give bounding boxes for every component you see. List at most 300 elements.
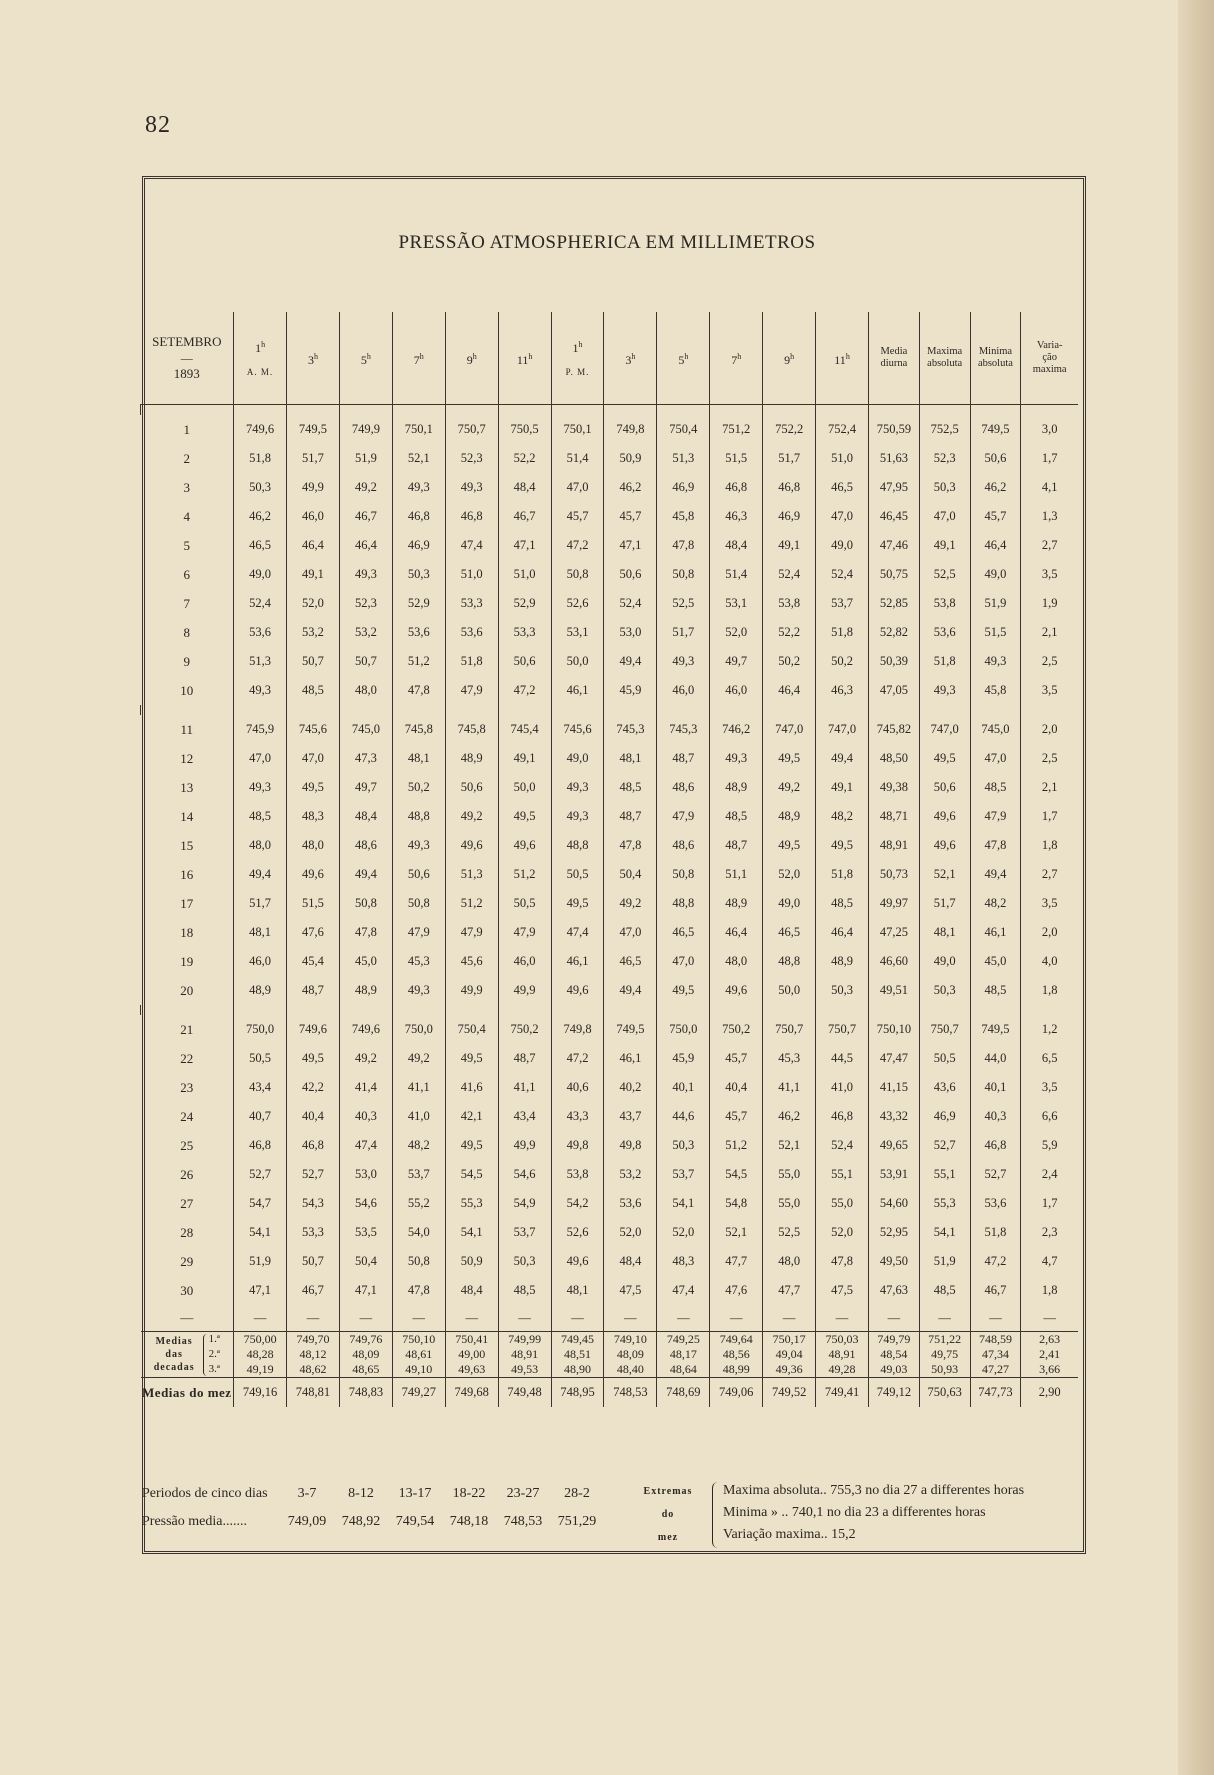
month-mean-cell: 750,63 [919,1378,970,1408]
decade-value: 48,09 [616,1347,644,1361]
value-cell: 53,7 [816,589,869,618]
value-cell: 752,4 [816,415,869,444]
decade-numbers [209,1332,220,1377]
value-cell: 49,0 [919,947,970,976]
value-cell: 48,9 [710,889,763,918]
day-cell: 1 [183,421,191,437]
day-cell: 17 [180,895,194,911]
value-cell: 48,9 [445,744,498,773]
value-cell: 47,8 [604,831,657,860]
value-cell: 47,0 [816,502,869,531]
value-cell: 46,4 [763,676,816,705]
value-cell: 48,50 [868,744,919,773]
month-mean-cell: 749,27 [392,1378,445,1408]
value-cell: 750,59 [868,415,919,444]
value-cell: 47,4 [339,1131,392,1160]
value-cell: 40,3 [339,1102,392,1131]
value-cell: 749,9 [339,415,392,444]
dash-cell: — [287,1305,340,1332]
value-cell: 48,5 [498,1276,551,1305]
spacer-cell [970,705,1021,715]
value-cell: 1,7 [1021,1189,1078,1218]
value-cell: 49,1 [816,773,869,802]
value-cell: 49,3 [234,773,287,802]
pressure-value: 748,53 [503,1514,543,1529]
value-cell: 745,3 [604,715,657,744]
value-cell: 747,0 [816,715,869,744]
value-cell: 46,4 [710,918,763,947]
hour-label [234,338,286,355]
hour-suffix: h [631,351,636,361]
spacer-cell [445,405,498,416]
month-mean-cell: 749,41 [816,1378,869,1408]
value-cell: 749,6 [234,415,287,444]
value-cell: 54,6 [339,1189,392,1218]
decade-value: 2,41 [1039,1347,1061,1361]
decade-value: 49,53 [511,1362,539,1376]
value-cell: 51,3 [445,860,498,889]
day-cell: 26 [180,1166,194,1182]
value-cell: 52,4 [604,589,657,618]
value-cell: 49,0 [551,744,604,773]
variacao-header-line: ção [1042,352,1057,363]
maxima-header-line: Maxima [927,346,963,357]
value-cell: 47,2 [551,531,604,560]
value-cell: 49,0 [763,889,816,918]
dash-cell: — [970,1305,1021,1332]
decade-value: 48,99 [722,1362,750,1376]
value-cell: 48,9 [710,773,763,802]
spacer-cell [1021,405,1078,416]
value-cell: 52,5 [657,589,710,618]
table-row [141,918,1079,947]
value-cell: 47,1 [234,1276,287,1305]
value-cell: 749,5 [287,415,340,444]
spacer-cell [919,705,970,715]
hour-header [234,312,287,405]
value-cell: 53,2 [287,618,340,647]
spacer-cell [970,1005,1021,1015]
value-cell: 49,5 [445,1044,498,1073]
value-cell: 46,1 [551,947,604,976]
day-cell: 3 [183,479,191,495]
value-cell: 47,9 [445,918,498,947]
value-cell: 49,2 [604,889,657,918]
value-cell: 49,0 [816,531,869,560]
day-cell: 21 [180,1021,194,1037]
month-means-label: Medias do mez [141,1378,234,1408]
hour-suffix: h [790,351,795,361]
value-cell: 51,7 [763,444,816,473]
value-cell: 40,7 [234,1102,287,1131]
value-cell: 48,1 [604,744,657,773]
day-cell: 4 [183,508,191,524]
value-cell: 48,0 [287,831,340,860]
value-cell: 53,1 [551,618,604,647]
spacer-row [141,405,1079,416]
spacer-cell [392,705,445,715]
value-cell: 52,0 [604,1218,657,1247]
value-cell: 52,7 [970,1160,1021,1189]
value-cell: 46,8 [287,1131,340,1160]
hour-suffix: h [313,351,318,361]
value-cell: 53,6 [919,618,970,647]
value-cell: 48,3 [657,1247,710,1276]
hour-number: 9 [466,352,473,367]
spacer-row [141,1005,1079,1015]
minima-header [970,312,1021,405]
spacer-cell [710,405,763,416]
value-cell: 53,7 [392,1160,445,1189]
value-cell: 54,0 [392,1218,445,1247]
table-row [141,773,1079,802]
value-cell: 53,91 [868,1160,919,1189]
value-cell: 46,7 [498,502,551,531]
value-cell: 745,6 [287,715,340,744]
value-cell: 50,6 [604,560,657,589]
value-cell: 46,60 [868,947,919,976]
decade-value: 48,54 [880,1347,908,1361]
value-cell: 47,2 [498,676,551,705]
value-cell: 49,4 [816,744,869,773]
value-cell: 50,4 [339,1247,392,1276]
value-cell: 746,2 [710,715,763,744]
value-cell: 49,5 [763,744,816,773]
value-cell: 55,1 [919,1160,970,1189]
decade-value: 48,28 [246,1347,274,1361]
value-cell: 2,5 [1021,647,1078,676]
decade-value: 749,99 [508,1332,542,1346]
value-cell: 52,4 [816,560,869,589]
minima-header-line: absoluta [977,358,1013,369]
spacer-cell [392,1005,445,1015]
value-cell: 45,4 [287,947,340,976]
value-cell: 750,7 [445,415,498,444]
decade-label-cell [141,1332,234,1378]
spacer-cell [604,705,657,715]
value-cell: 47,7 [710,1247,763,1276]
value-cell: 49,8 [604,1131,657,1160]
decade-number: 3.ª [208,1363,220,1375]
table-header [141,312,1079,405]
hour-label [604,350,656,367]
table-row [141,589,1079,618]
month-mean-cell: 748,81 [287,1378,340,1408]
month-mean-cell: 749,68 [445,1378,498,1408]
table-row [141,831,1079,860]
value-cell: 51,0 [445,560,498,589]
value-cell: 51,9 [970,589,1021,618]
value-cell: 50,3 [816,976,869,1005]
hour-suffix: h [578,339,583,349]
decade-value-cell [919,1332,970,1378]
spacer-cell [339,705,392,715]
decade-value: 750,17 [772,1332,806,1346]
minima-header-line: Minima [978,346,1013,357]
hour-header [763,312,816,405]
value-cell: 52,85 [868,589,919,618]
decade-value: 49,03 [880,1362,908,1376]
extreme-min: Minima » .. 740,1 no dia 23 a differentes horas [723,1505,986,1520]
spacer-cell [816,705,869,715]
decade-value-cell [392,1332,445,1378]
month-mean-cell: 749,48 [498,1378,551,1408]
value-cell: 51,9 [339,444,392,473]
value-cell: 53,1 [710,589,763,618]
decade-value-cell [657,1332,710,1378]
spacer-cell [763,405,816,416]
value-cell: 52,1 [919,860,970,889]
value-cell: 2,1 [1021,773,1078,802]
table-row [141,1189,1079,1218]
value-cell: 54,8 [710,1189,763,1218]
value-cell: 745,8 [392,715,445,744]
period-value: 28-2 [564,1486,590,1501]
table-row [141,618,1079,647]
hour-label [499,350,551,367]
value-cell: 49,3 [234,676,287,705]
spacer-cell [339,1005,392,1015]
value-cell: 52,1 [392,444,445,473]
decade-value: 748,59 [978,1332,1012,1346]
value-cell: 49,6 [919,831,970,860]
value-cell: 51,4 [551,444,604,473]
table-row [141,1160,1079,1189]
value-cell: 50,3 [498,1247,551,1276]
value-cell: 50,75 [868,560,919,589]
value-cell: 3,5 [1021,1073,1078,1102]
day-cell: 9 [183,653,191,669]
value-cell: 3,5 [1021,676,1078,705]
value-cell: 49,0 [234,560,287,589]
value-cell: 40,4 [710,1073,763,1102]
value-cell: 40,1 [970,1073,1021,1102]
value-cell: 50,2 [392,773,445,802]
value-cell: 53,3 [498,618,551,647]
day-cell: 5 [183,537,191,553]
spacer-cell [1021,1005,1078,1015]
value-cell: 54,3 [287,1189,340,1218]
value-cell: 55,3 [919,1189,970,1218]
hour-number: 3 [625,352,632,367]
table-row [141,1218,1079,1247]
value-cell: 50,9 [445,1247,498,1276]
value-cell: 750,1 [392,415,445,444]
extreme-max: Maxima absoluta.. 755,3 no dia 27 a differentes horas [723,1483,1025,1498]
value-cell: 50,2 [763,647,816,676]
month-header: SETEMBRO — 1893 [141,312,234,405]
decade-value-cell [970,1332,1021,1378]
value-cell: 48,3 [287,802,340,831]
value-cell: 750,0 [234,1015,287,1044]
value-cell: 48,6 [657,773,710,802]
value-cell: 49,5 [657,976,710,1005]
value-cell: 50,7 [287,1247,340,1276]
hour-period: P. M. [565,366,590,377]
value-cell: 50,6 [970,444,1021,473]
decade-value: 48,12 [299,1347,327,1361]
hour-label [393,350,445,367]
spacer-row [141,705,1079,715]
value-cell: 745,82 [868,715,919,744]
value-cell: 46,4 [816,918,869,947]
table-row [141,647,1079,676]
hour-header [287,312,340,405]
hour-suffix: h [472,351,477,361]
dash-cell: — [498,1305,551,1332]
value-cell: 46,0 [498,947,551,976]
value-cell: 46,3 [710,502,763,531]
value-cell: 51,8 [445,647,498,676]
spacer-cell [498,405,551,416]
value-cell: 49,5 [498,802,551,831]
month-means-row [141,1378,1079,1408]
spacer-cell [868,405,919,416]
value-cell: 48,1 [551,1276,604,1305]
value-cell: 750,5 [498,415,551,444]
value-cell: 45,9 [657,1044,710,1073]
value-cell: 49,6 [445,831,498,860]
value-cell: 55,0 [763,1189,816,1218]
decade-value: 2,63 [1039,1332,1061,1346]
value-cell: 48,91 [868,831,919,860]
value-cell: 55,3 [445,1189,498,1218]
value-cell: 51,3 [657,444,710,473]
value-cell: 48,5 [287,676,340,705]
value-cell: 4,7 [1021,1247,1078,1276]
value-cell: 49,6 [551,1247,604,1276]
day-cell: 27 [180,1195,194,1211]
dash-cell: — [710,1305,763,1332]
value-cell: 47,9 [392,918,445,947]
value-cell: 43,4 [498,1102,551,1131]
value-cell: 45,0 [339,947,392,976]
value-cell: 49,3 [919,676,970,705]
decade-value: 48,61 [405,1347,433,1361]
value-cell: 46,1 [970,918,1021,947]
brace [712,1482,723,1548]
spacer-cell [141,405,234,416]
value-cell: 2,4 [1021,1160,1078,1189]
value-cell: 50,5 [919,1044,970,1073]
table-row [141,415,1079,444]
value-cell: 52,0 [710,618,763,647]
month-mean-cell: 747,73 [970,1378,1021,1408]
decade-value: 750,00 [243,1332,277,1346]
decade-value: 48,65 [352,1362,380,1376]
value-cell: 49,3 [551,773,604,802]
decade-value: 49,36 [775,1362,803,1376]
value-cell: 749,5 [970,1015,1021,1044]
value-cell: 48,2 [392,1131,445,1160]
value-cell: 47,6 [287,918,340,947]
decade-value: 47,34 [981,1347,1009,1361]
value-cell: 49,4 [970,860,1021,889]
spacer-cell [287,1005,340,1015]
decade-value: 48,51 [564,1347,591,1361]
hour-number: 1 [255,340,262,355]
value-cell: 52,7 [234,1160,287,1189]
value-cell: 47,4 [445,531,498,560]
hour-header [551,312,604,405]
value-cell: 750,7 [763,1015,816,1044]
decade-value: 49,63 [458,1362,486,1376]
value-cell: 751,2 [710,415,763,444]
decade-number: 1.ª [208,1333,220,1345]
table-row [141,889,1079,918]
decade-value: 750,03 [825,1332,859,1346]
value-cell: 50,7 [339,647,392,676]
value-cell: 48,8 [657,889,710,918]
value-cell: 750,7 [919,1015,970,1044]
value-cell: 745,8 [445,715,498,744]
hour-label [710,350,762,367]
value-cell: 48,5 [919,1276,970,1305]
hour-number: 11 [516,352,529,367]
decade-value: 48,91 [828,1347,856,1361]
spacer-cell [392,405,445,416]
value-cell: 46,3 [816,676,869,705]
value-cell: 749,6 [287,1015,340,1044]
value-cell: 52,3 [919,444,970,473]
value-cell: 54,1 [919,1218,970,1247]
spacer-cell [710,1005,763,1015]
media-header-line: diurna [880,358,908,369]
value-cell: 749,5 [970,415,1021,444]
value-cell: 49,5 [919,744,970,773]
value-cell: 46,8 [763,473,816,502]
maxima-header [919,312,970,405]
day-cell: 18 [180,924,194,940]
value-cell: 6,6 [1021,1102,1078,1131]
extreme-var: Variação maxima.. 15,2 [723,1527,856,1542]
hour-suffix: h [737,351,742,361]
value-cell: 50,3 [392,560,445,589]
decade-value: 48,62 [299,1362,327,1376]
value-cell: 48,7 [604,802,657,831]
value-cell: 54,60 [868,1189,919,1218]
value-cell: 46,0 [234,947,287,976]
hour-number: 11 [834,352,846,367]
dash-cell: — [868,1305,919,1332]
value-cell: 51,8 [970,1218,1021,1247]
decade-label-line: decadas [153,1362,195,1373]
value-cell: 47,8 [392,676,445,705]
media-header-line: Media [880,346,908,357]
dash-cell: — [1021,1305,1078,1332]
month-mean-cell: 749,06 [710,1378,763,1408]
value-cell: 51,2 [710,1131,763,1160]
hour-suffix: h [684,351,689,361]
value-cell: 46,1 [551,676,604,705]
day-cell: 13 [180,779,194,795]
table-row [141,802,1079,831]
spacer-cell [551,405,604,416]
spacer-cell [551,705,604,715]
value-cell: 745,0 [339,715,392,744]
value-cell: 49,1 [287,560,340,589]
value-cell: 54,1 [445,1218,498,1247]
month-mean-cell: 748,53 [604,1378,657,1408]
value-cell: 47,0 [919,502,970,531]
decade-value: 48,40 [616,1362,644,1376]
table-row [141,444,1079,473]
day-cell: 11 [180,721,194,737]
value-cell: 42,2 [287,1073,340,1102]
dash-cell: — [604,1305,657,1332]
value-cell: 48,7 [657,744,710,773]
value-cell: 49,2 [339,473,392,502]
